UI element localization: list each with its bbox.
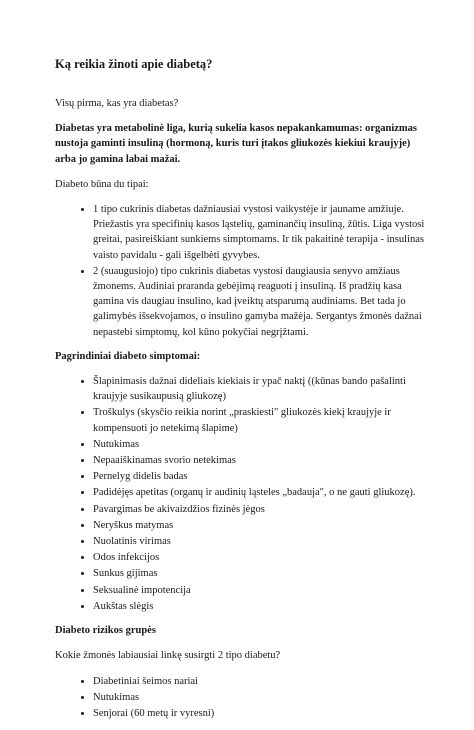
- risk-groups-list: [55, 674, 427, 722]
- intro-question: Visų pirma, kas yra diabetas?: [55, 98, 179, 109]
- symptoms-heading: Pagrindiniai diabeto simptomai:: [55, 350, 201, 362]
- list-item-type-1: • 1 tipo cukrinis diabetas dažniausiai vystosi vaikystėje ir jauname amžiuje. Priežastis yra specifinių kasos ląstelių, gaminančių insuliną, žūtis. Liga vystosi greitai, pasireiškiant sunkiems simptomams. Ir tik pakaitinė terapija - insulinas vaisto pavidalu - gali išgelbėti gyvybes.: [93, 202, 427, 263]
- document-title: Ką reikia žinoti apie diabetą?: [55, 57, 213, 71]
- list-item: • Padidėjęs apetitas (organų ir audinių ląsteles „badauja", o ne gauti gliukozę).: [93, 485, 427, 500]
- list-item: • Aukštas slėgis: [93, 599, 427, 614]
- list-item: • Sunkus gijimas: [93, 566, 427, 581]
- types-list: [55, 202, 427, 340]
- list-item: • Nepaaiškinamas svorio netekimas: [93, 453, 427, 468]
- list-item: • Senjorai (60 metų ir vyresni): [93, 706, 427, 721]
- list-item: • Šlapinimasis dažnai dideliais kiekiais ir ypač naktį ((kūnas bando pašalinti kraujyje susikaupusią gliukozę): [93, 374, 427, 404]
- list-item: • Odos infekcijos: [93, 550, 427, 565]
- document-body: [55, 96, 427, 730]
- list-item-type-2: • 2 (suaugusiojo) tipo cukrinis diabetas vystosi daugiausia senyvo amžiaus žmonems. Audiniai praranda gebėjimą reaguoti į insuliną. Iš pradžių kasa gamina vis daugiau insulino, kad įveiktų atsparumą audiniams. Bet tada jo galimybės išsekvojamos, o insulino gamyba mažėja. Sergantys žmonės dažnai nepastebi simptomų, kol kūno pokyčiai negrįžtami.: [93, 264, 427, 340]
- list-item: • Pavargimas be akivaizdžios fizinės jėgos: [93, 502, 427, 517]
- list-item: • Diabetiniai šeimos nariai: [93, 674, 427, 689]
- symptoms-list: [55, 374, 427, 614]
- risk-question: Kokie žmonės labiausiai linkę susirgti 2 tipo diabetu?: [55, 650, 281, 662]
- list-item: • Troškulys (skysčio reikia norint „praskiesti" gliukozės kiekį kraujyje ir kompensuoti jo netekimą šlapime): [93, 405, 427, 435]
- list-item: • Pernelyg didelis badas: [93, 469, 427, 484]
- diabetes-definition: Diabetas yra metabolinė liga, kurią sukelia kasos nepakankamumas: organizmas nustoja gaminti insuliną (hormoną, kuris turi įtakos gliukozės kiekiui kraujyje) arba jo gamina labai mažai.: [55, 123, 417, 165]
- list-item: • Nuolatinis virimas: [93, 534, 427, 549]
- risk-heading: Diabeto rizikos grupės: [55, 625, 156, 637]
- list-item: • Seksualinė impotencija: [93, 583, 427, 598]
- list-item: • Nutukimas: [93, 437, 427, 452]
- list-item: • Neryškus matymas: [93, 518, 427, 533]
- types-intro: Diabeto būna du tipai:: [55, 178, 149, 190]
- list-item: • Nutukimas: [93, 690, 427, 705]
